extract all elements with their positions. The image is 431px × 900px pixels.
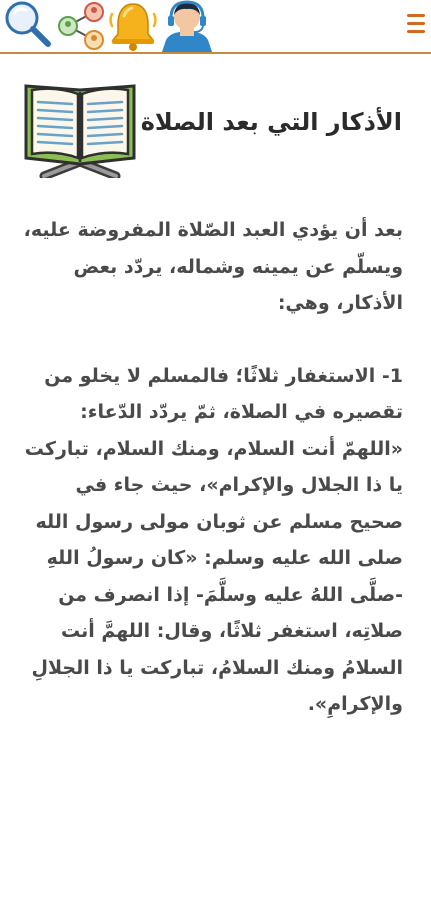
share-network-icon[interactable]	[54, 0, 108, 52]
article-body	[18, 212, 403, 723]
article-heading	[18, 78, 418, 178]
article-item-paragraph: 1- الاستغفار ثلاثًا؛ فالمسلم لا يخلو من تقصيره في الصلاة، ثمّ يردّد الدّعاء: «اللهمّ أنت السلام، ومنك السلام، تباركت يا ذا الجلال والإكرام»، حيث جاء في صحيح مسلم عن ثوبان مولى رسول الله صلى الله عليه وسلم: «كان رسولُ اللهِ -صلَّى اللهُ عليه وسلَّمَ- إذا انصرف من صلاتِه، استغفر ثلاثًا، وقال: اللهمَّ أنت السلامُ ومنك السلامُ، تباركت يا ذا الجلالِ والإكرامِ».	[24, 364, 403, 715]
bell-icon[interactable]	[108, 0, 158, 52]
article-intro-paragraph: بعد أن يؤدي العبد الصّلاة المفروضة عليه، ويسلّم عن يمينه وشماله، يردّد بعض الأذكار، وهي:	[23, 219, 403, 314]
support-agent-icon[interactable]	[158, 0, 216, 52]
hamburger-menu-icon[interactable]	[407, 14, 425, 36]
search-icon[interactable]	[0, 0, 56, 52]
page-title: الأذكار التي بعد الصلاة	[140, 108, 402, 136]
quran-book-icon	[22, 78, 138, 178]
top-bar	[0, 0, 431, 54]
